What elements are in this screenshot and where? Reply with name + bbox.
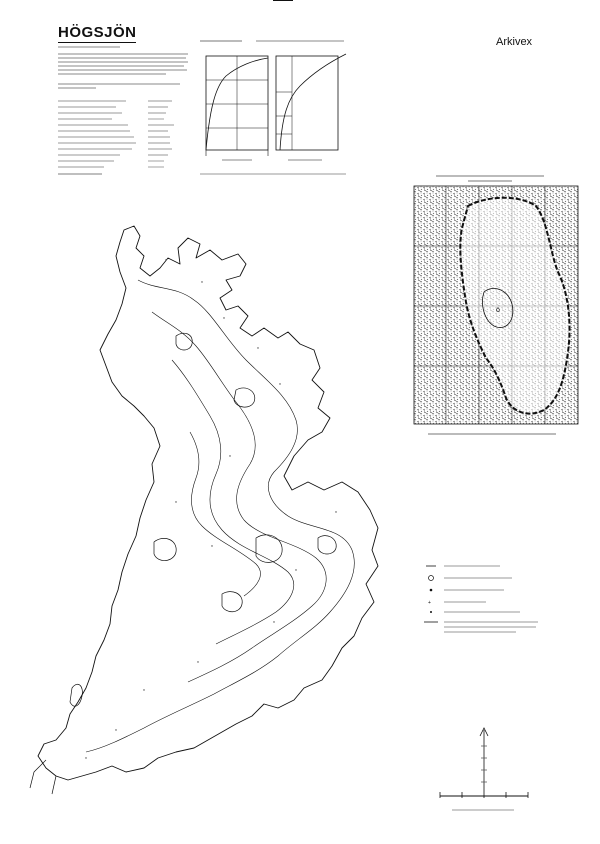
svg-text:ö: ö bbox=[496, 307, 500, 314]
deep-basin-1 bbox=[256, 535, 282, 563]
deep-basin-3 bbox=[222, 592, 242, 612]
map-legend bbox=[420, 560, 544, 640]
lake-facts-text-block bbox=[56, 44, 196, 176]
volume-depth-graph bbox=[276, 54, 346, 160]
inset-location-map bbox=[408, 172, 584, 442]
depth-contour-3 bbox=[172, 360, 294, 644]
deep-basin-4 bbox=[318, 536, 336, 554]
depth-contour-4 bbox=[190, 432, 260, 596]
deep-basin-2 bbox=[154, 538, 176, 560]
archive-label: Arkivex bbox=[496, 36, 533, 48]
bathymetric-lake-map bbox=[26, 220, 396, 800]
svg-text:+: + bbox=[428, 600, 431, 606]
top-crop-mark bbox=[273, 0, 293, 1]
island-1 bbox=[176, 333, 192, 350]
area-depth-graph bbox=[206, 56, 268, 160]
title-underline bbox=[58, 42, 136, 43]
island-2 bbox=[234, 388, 255, 407]
depth-curves-graphs bbox=[196, 36, 348, 178]
scale-bar-icon bbox=[436, 786, 536, 816]
lake-title: HÖGSJÖN bbox=[58, 24, 137, 41]
